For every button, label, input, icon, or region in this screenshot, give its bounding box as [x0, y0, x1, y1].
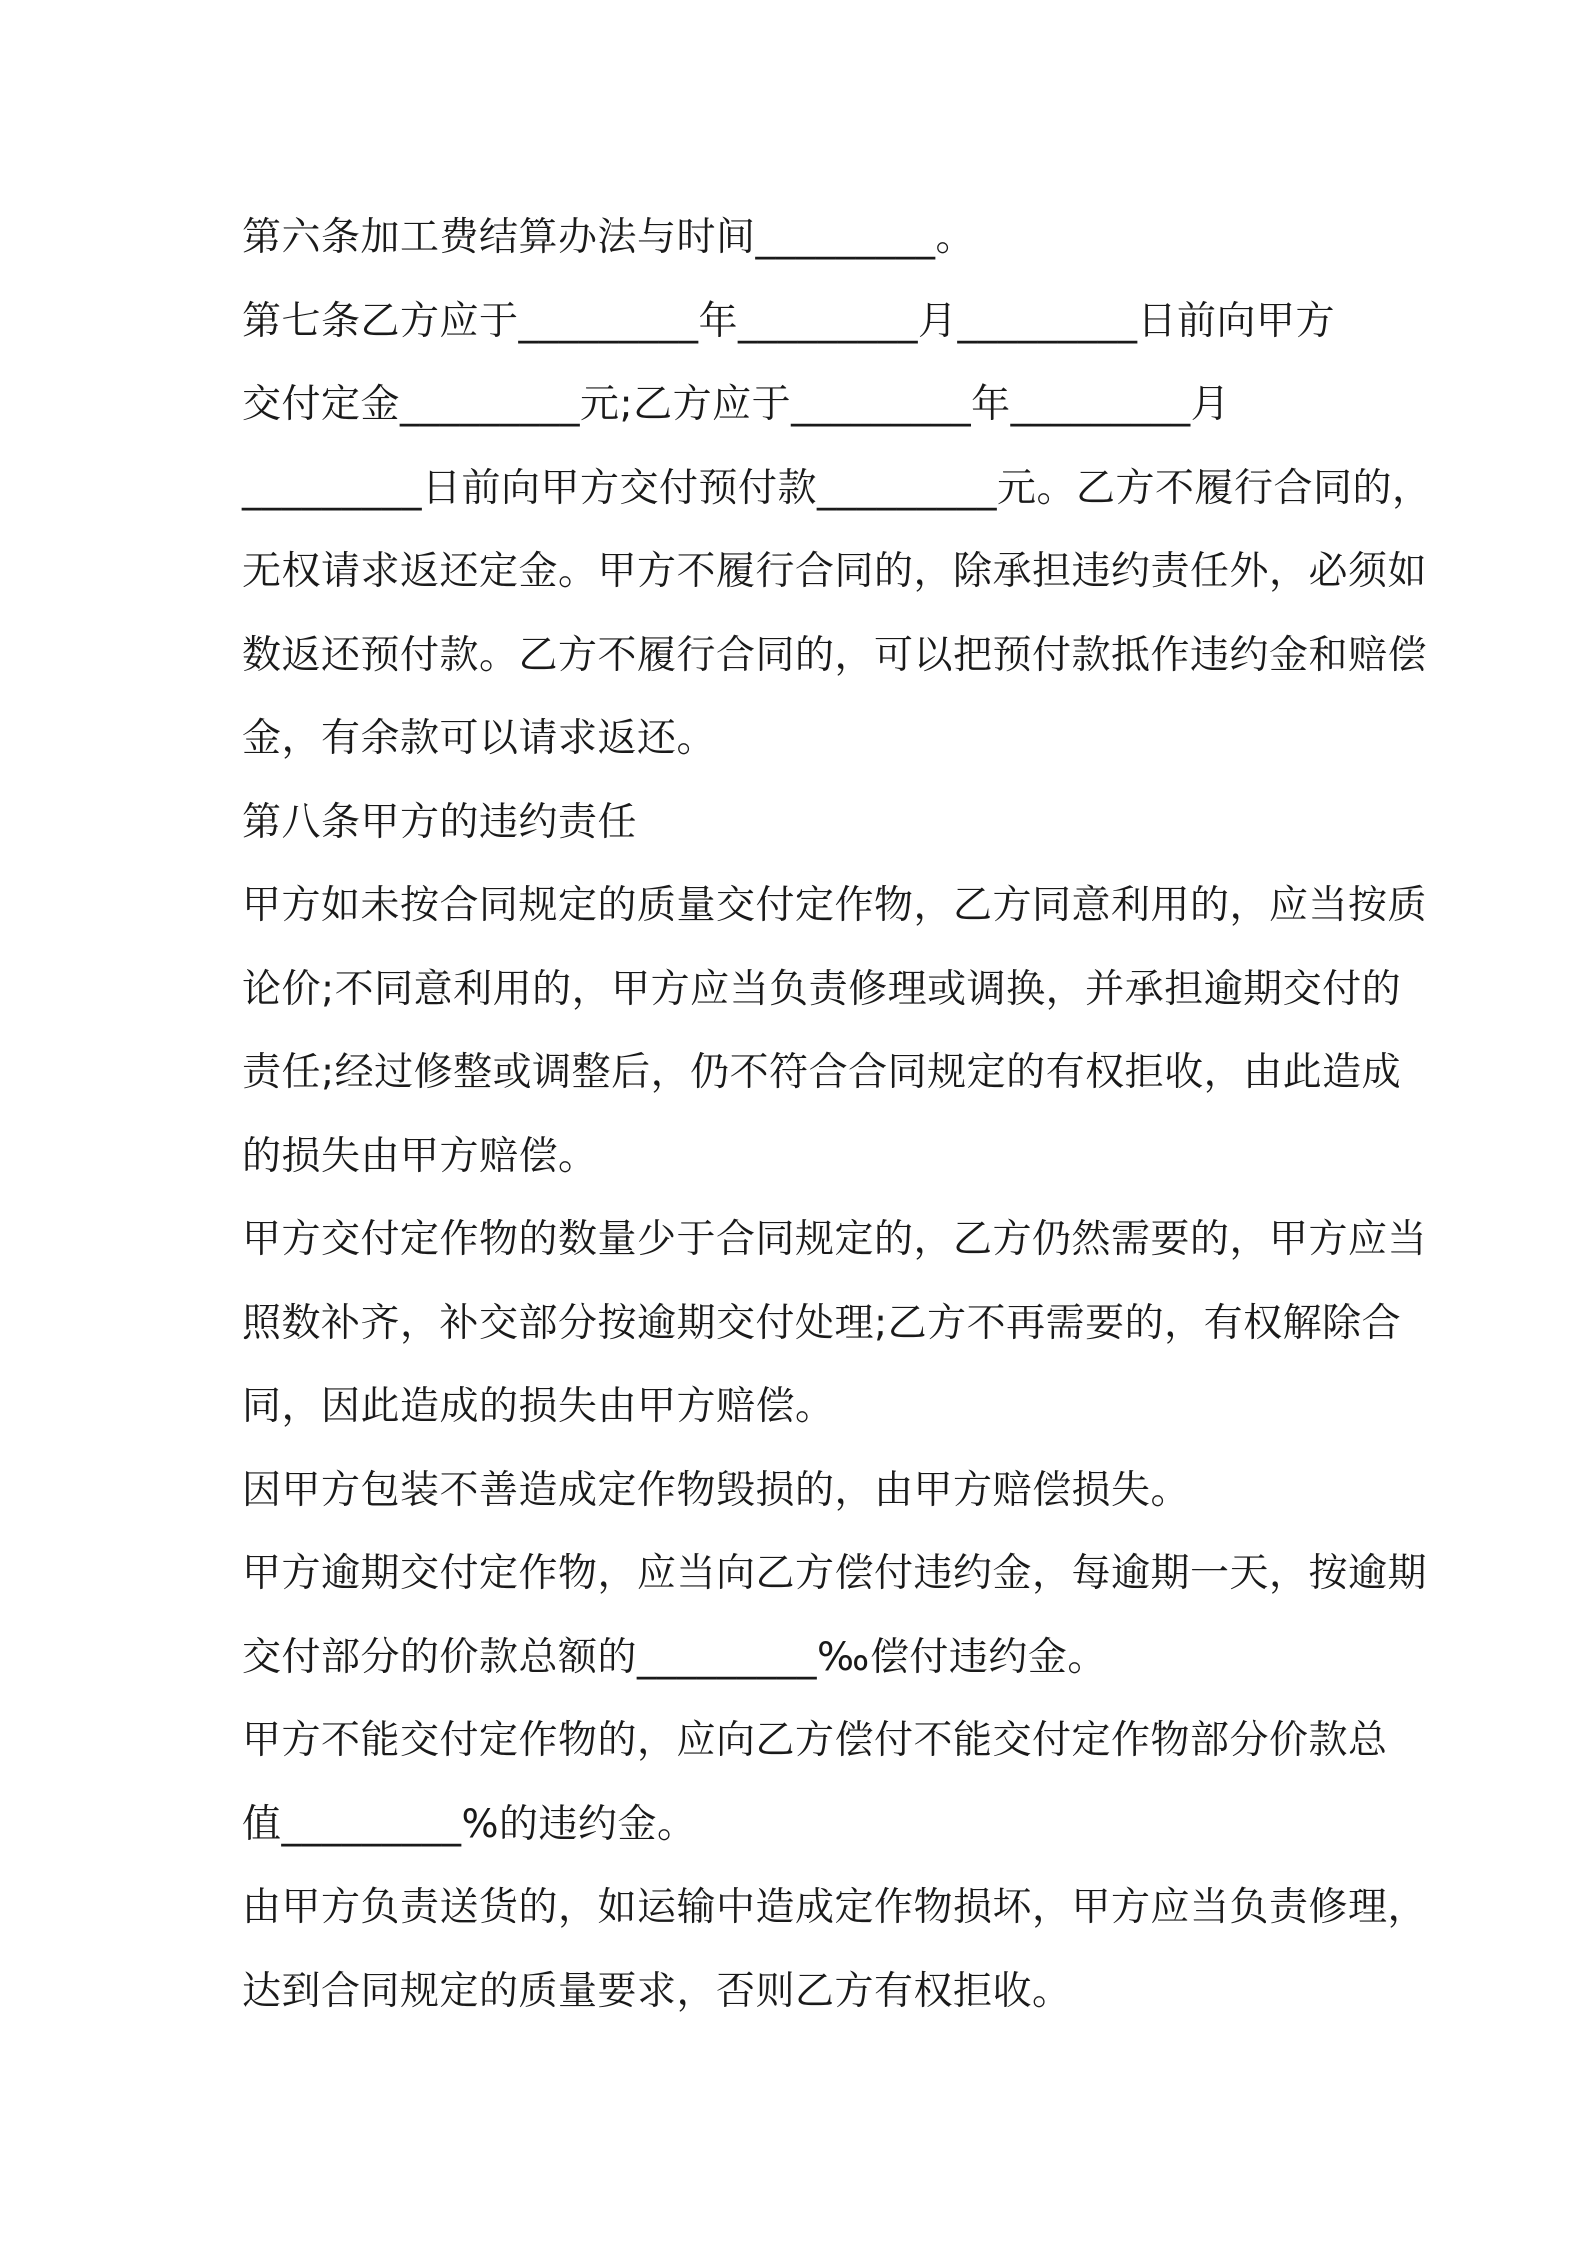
article-8-para-2-line-2: 照数补齐，补交部分按逾期交付处理;乙方不再需要的，有权解除合: [242, 1300, 1402, 1346]
article-8-heading: 第八条甲方的违约责任: [242, 799, 638, 845]
article-8-para-4-line-1: 甲方逾期交付定作物，应当向乙方偿付违约金，每逾期一天，按逾期: [242, 1551, 1428, 1596]
article-8-para-1-line-2: 论价;不同意利用的，甲方应当负责修理或调换，并承担逾期交付的: [242, 966, 1402, 1012]
article-8-para-1-line-3: 责任;经过修整或调整后，仍不符合合同规定的有权拒收，由此造成: [242, 1050, 1402, 1095]
article-7-line-2: 交付定金_________元;乙方应于_________年_________月: [242, 382, 1231, 427]
document-body: [242, 196, 1432, 2033]
article-7-line-5: 数返还预付款。乙方不履行合同的，可以把预付款抵作违约金和赔偿: [242, 632, 1428, 678]
article-8-para-5-line-2: 值_________%的违约金。: [242, 1801, 697, 1847]
article-7-line-4: 无权请求返还定金。甲方不履行合同的，除承担违约责任外，必须如: [242, 549, 1428, 594]
article-8-para-1-line-1: 甲方如未按合同规定的质量交付定作物，乙方同意利用的，应当按质: [242, 883, 1428, 928]
article-8-para-2-line-3: 同，因此造成的损失由甲方赔偿。: [242, 1384, 835, 1429]
article-8-para-1-line-4: 的损失由甲方赔偿。: [242, 1133, 598, 1179]
article-7-line-3: _________日前向甲方交付预付款_________元。乙方不履行合同的，: [242, 465, 1432, 511]
article-8-para-2-line-1: 甲方交付定作物的数量少于合同规定的，乙方仍然需要的，甲方应当: [242, 1217, 1428, 1262]
article-8-para-6-line-1: 由甲方负责送货的，如运输中造成定作物损坏，甲方应当负责修理，: [242, 1885, 1428, 1930]
article-6-line: 第六条加工费结算办法与时间_________。: [242, 215, 976, 260]
article-8-para-3-line-1: 因甲方包装不善造成定作物毁损的，由甲方赔偿损失。: [242, 1467, 1191, 1513]
article-8-para-5-line-1: 甲方不能交付定作物的，应向乙方偿付不能交付定作物部分价款总: [242, 1718, 1388, 1763]
article-7-line-6: 金，有余款可以请求返还。: [242, 716, 717, 761]
article-8-para-6-line-2: 达到合同规定的质量要求，否则乙方有权拒收。: [242, 1968, 1072, 2014]
article-7-line-1: 第七条乙方应于_________年_________月_________日前向甲方: [242, 298, 1336, 344]
article-8-para-4-line-2: 交付部分的价款总额的_________‰偿付违约金。: [242, 1634, 1107, 1680]
